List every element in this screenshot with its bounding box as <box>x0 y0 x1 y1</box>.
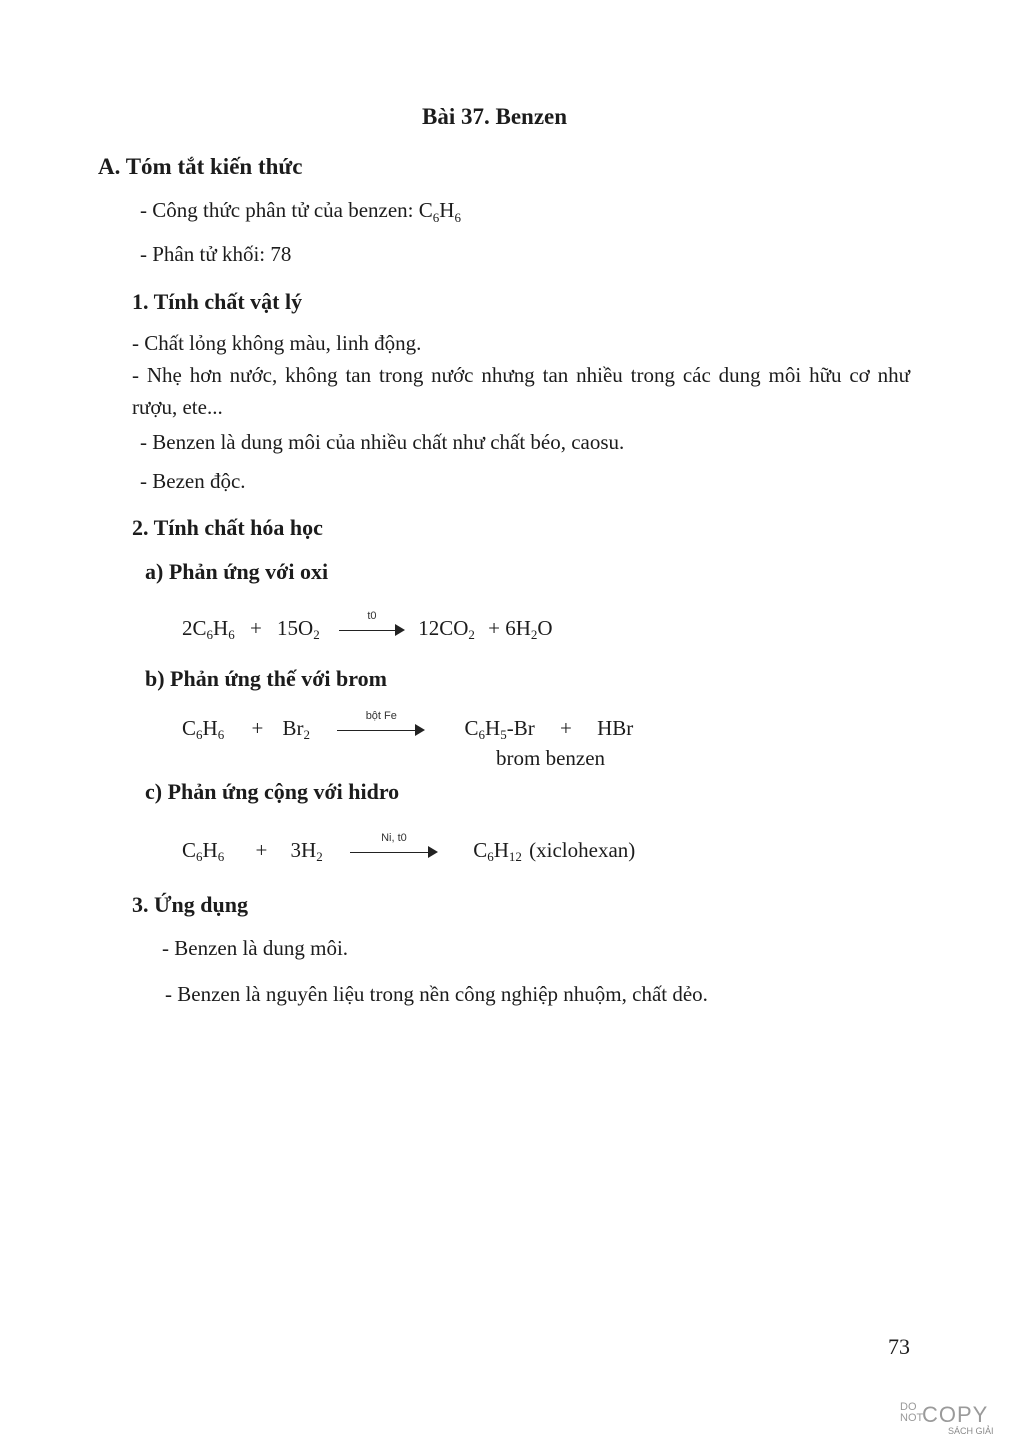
eq-subscript: 6 <box>228 627 235 642</box>
molar-mass-line: - Phân tử khối: 78 <box>140 242 292 266</box>
section-2-heading: 2. Tính chất hóa học <box>132 515 323 540</box>
eq-term: 15O <box>277 616 314 640</box>
reaction-c-heading: c) Phản ứng cộng với hidro <box>145 779 400 804</box>
reaction-arrow-icon <box>350 832 438 862</box>
watermark-logo <box>900 1402 1010 1438</box>
eq-subscript: 2 <box>303 727 311 742</box>
eq-subscript: 5 <box>500 727 507 742</box>
eq-term: O <box>537 616 553 640</box>
physical-property-item: - Nhẹ hơn nước, không tan trong nước nhưng tan nhiều trong các dung môi hữu cơ như rượu, ete... <box>132 363 910 419</box>
eq-subscript: 6 <box>487 849 494 864</box>
reaction-arrow-icon <box>337 710 425 740</box>
eq-term: H <box>213 616 229 640</box>
formula-h: H <box>439 198 455 222</box>
reaction-b-heading: b) Phản ứng thế với brom <box>145 666 387 691</box>
eq-subscript: 6 <box>217 849 225 864</box>
hydrogenation-equation <box>182 832 636 864</box>
formula-subscript: 6 <box>454 210 461 226</box>
eq-term: -Br <box>506 716 535 740</box>
watermark-brand: SÁCH GIẢI <box>948 1426 994 1436</box>
physical-property-item: - Bezen độc. <box>140 469 246 493</box>
eq-term: H <box>202 838 218 862</box>
lesson-title: Bài 37. Benzen <box>422 104 568 129</box>
eq-term: H <box>485 716 501 740</box>
eq-term: HBr <box>597 716 634 740</box>
plus-sign: + <box>251 716 264 740</box>
eq-subscript: 6 <box>206 627 214 642</box>
formula-label: - Công thức phân tử của benzen: C <box>140 198 433 222</box>
reaction-condition: bột Fe <box>365 710 397 723</box>
eq-subscript: 12 <box>508 849 522 864</box>
section-a-heading: A. Tóm tắt kiến thức <box>98 154 303 179</box>
molecular-formula-line <box>140 198 461 226</box>
eq-term: C <box>473 838 488 862</box>
eq-term: C <box>182 716 197 740</box>
eq-term: + 6H <box>488 616 531 640</box>
eq-term: C <box>464 716 479 740</box>
eq-subscript: 6 <box>478 727 486 742</box>
eq-term: 12CO <box>418 616 469 640</box>
reaction-condition: Ni, t0 <box>381 832 407 845</box>
physical-property-item: - Chất lỏng không màu, linh động. <box>132 331 422 355</box>
page-number: 73 <box>888 1334 910 1359</box>
watermark-copy: COPY <box>922 1402 989 1427</box>
section-1-heading: 1. Tính chất vật lý <box>132 289 303 314</box>
bromination-equation <box>182 710 634 742</box>
plus-sign: + <box>559 716 572 740</box>
eq-subscript: 2 <box>313 627 320 642</box>
plus-sign: + <box>255 838 268 862</box>
eq-subscript: 6 <box>196 849 203 864</box>
section-3-heading: 3. Ứng dụng <box>132 892 248 917</box>
eq-subscript: 2 <box>530 627 538 642</box>
reaction-arrow-icon <box>339 610 405 640</box>
reaction-a-heading: a) Phản ứng với oxi <box>145 559 329 584</box>
oxidation-equation <box>182 610 553 642</box>
physical-property-item: - Benzen là dung môi của nhiều chất như chất béo, caosu. <box>140 430 625 454</box>
eq-subscript: 6 <box>196 727 203 742</box>
eq-subscript: 2 <box>316 849 323 864</box>
product-name-label: brom benzen <box>496 746 606 770</box>
application-item: - Benzen là nguyên liệu trong nền công nghiệp nhuộm, chất dẻo. <box>165 982 708 1006</box>
eq-term: Br <box>282 716 304 740</box>
eq-term: (xiclohexan) <box>529 838 636 862</box>
eq-term: H <box>202 716 218 740</box>
formula-subscript: 6 <box>432 210 440 226</box>
eq-subscript: 6 <box>217 727 225 742</box>
eq-term: H <box>493 838 509 862</box>
application-item: - Benzen là dung môi. <box>162 936 349 960</box>
eq-subscript: 2 <box>468 627 475 642</box>
eq-term: 3H <box>290 838 317 862</box>
reaction-condition: t0 <box>367 610 377 623</box>
watermark-do-not: DO NOT <box>900 1401 924 1424</box>
eq-term: 2C <box>182 616 207 640</box>
plus-sign: + <box>249 616 262 640</box>
eq-term: C <box>182 838 197 862</box>
